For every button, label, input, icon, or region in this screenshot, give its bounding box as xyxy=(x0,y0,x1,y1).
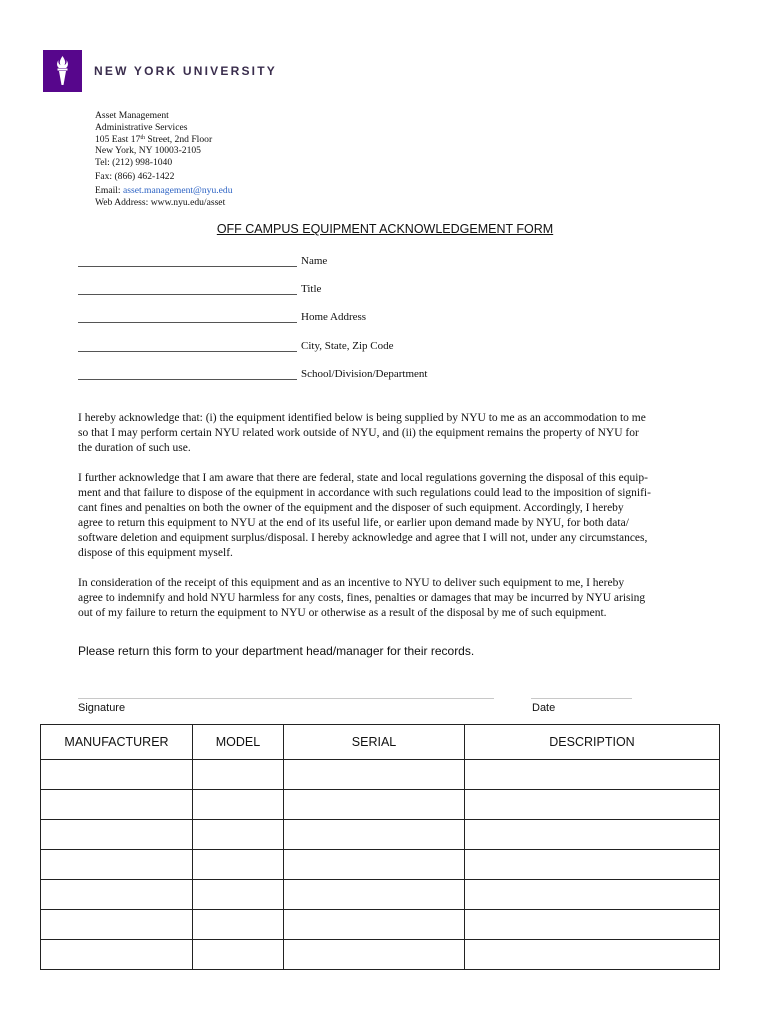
model-input[interactable] xyxy=(193,940,283,969)
table-row xyxy=(41,940,720,970)
serial-cell[interactable] xyxy=(284,910,465,940)
department-field-label: School/Division/Department xyxy=(301,368,428,380)
signature-label: Signature xyxy=(78,702,126,714)
fax: Fax: (866) 462-1422 xyxy=(95,170,175,182)
serial-cell[interactable] xyxy=(284,790,465,820)
serial-input[interactable] xyxy=(284,910,464,939)
paragraph-line: I further acknowledge that I am aware that there are federal, state and local regulations governing the disposal of this equip- xyxy=(78,472,648,484)
description-cell[interactable] xyxy=(465,820,720,850)
paragraph-line: agree to return this equipment to NYU at the end of its useful life, or earlier upon demand made by NYU, for both data/ xyxy=(78,517,629,529)
model-cell[interactable] xyxy=(193,880,284,910)
model-cell[interactable] xyxy=(193,940,284,970)
manufacturer-input[interactable] xyxy=(41,940,192,969)
city-state-zip: New York, NY 10003-2105 xyxy=(95,145,201,157)
manufacturer-cell[interactable] xyxy=(41,910,193,940)
model-input[interactable] xyxy=(193,820,283,849)
manufacturer-cell[interactable] xyxy=(41,940,193,970)
description-cell[interactable] xyxy=(465,940,720,970)
disposal-paragraph xyxy=(78,471,704,561)
name-field-line[interactable] xyxy=(78,266,297,267)
paragraph-line: I hereby acknowledge that: (i) the equipment identified below is being supplied by NYU to me as an accommodation to me xyxy=(78,412,646,424)
date-label: Date xyxy=(532,702,556,714)
description-cell[interactable] xyxy=(465,850,720,880)
date-line[interactable] xyxy=(531,698,632,699)
torch-icon xyxy=(43,50,82,92)
manufacturer-input[interactable] xyxy=(41,820,192,849)
manufacturer-cell[interactable] xyxy=(41,790,193,820)
email-label: Email: xyxy=(95,184,123,196)
division-name: Administrative Services xyxy=(95,121,188,133)
description-input[interactable] xyxy=(465,820,719,849)
manufacturer-input[interactable] xyxy=(41,880,192,909)
model-input[interactable] xyxy=(193,760,283,789)
manufacturer-header: MANUFACTURER xyxy=(41,725,193,760)
return-instructions: Please return this form to your department head/manager for their records. xyxy=(78,644,475,658)
university-name: NEW YORK UNIVERSITY xyxy=(94,64,277,78)
serial-cell[interactable] xyxy=(284,880,465,910)
description-input[interactable] xyxy=(465,880,719,909)
manufacturer-input[interactable] xyxy=(41,850,192,879)
acknowledgement-paragraph xyxy=(78,411,704,456)
table-row xyxy=(41,850,720,880)
paragraph-line: In consideration of the receipt of this equipment and as an incentive to NYU to deliver such equipment to me, I hereby xyxy=(78,577,625,589)
street-name: Street, 2nd Floor xyxy=(144,133,213,145)
serial-input[interactable] xyxy=(284,760,464,789)
paragraph-line: the duration of such use. xyxy=(78,442,191,454)
serial-input[interactable] xyxy=(284,850,464,879)
serial-input[interactable] xyxy=(284,940,464,969)
model-cell[interactable] xyxy=(193,760,284,790)
description-input[interactable] xyxy=(465,850,719,879)
city-state-zip-field-label: City, State, Zip Code xyxy=(301,340,394,352)
street-number: 105 East 17 xyxy=(95,133,141,145)
paragraph-line: agree to indemnify and hold NYU harmless for any costs, fines, penalties or damages that may be incurred by NYU arising xyxy=(78,592,646,604)
city-state-zip-field-line[interactable] xyxy=(78,351,297,352)
serial-input[interactable] xyxy=(284,880,464,909)
serial-header: SERIAL xyxy=(284,725,465,760)
description-cell[interactable] xyxy=(465,790,720,820)
department-name: Asset Management xyxy=(95,110,169,121)
paragraph-line: ment and that failure to dispose of the equipment in accordance with such regulations could lead to the imposition of signifi- xyxy=(78,487,651,499)
paragraph-line: dispose of this equipment myself. xyxy=(78,547,233,559)
title-field-label: Title xyxy=(301,283,322,295)
model-input[interactable] xyxy=(193,790,283,819)
street-address xyxy=(95,134,233,146)
paragraph-line: so that I may perform certain NYU related work outside of NYU, and (ii) the equipment remains the property of NYU for xyxy=(78,427,639,439)
paragraph-line: out of my failure to return the equipment to NYU or otherwise as a result of the disposal by me of such equipment. xyxy=(78,607,607,619)
model-cell[interactable] xyxy=(193,820,284,850)
name-field-label: Name xyxy=(301,255,328,267)
table-header-row xyxy=(41,725,720,760)
serial-cell[interactable] xyxy=(284,940,465,970)
address-block xyxy=(95,110,233,208)
model-cell[interactable] xyxy=(193,850,284,880)
table-row xyxy=(41,820,720,850)
manufacturer-cell[interactable] xyxy=(41,760,193,790)
serial-input[interactable] xyxy=(284,820,464,849)
description-input[interactable] xyxy=(465,760,719,789)
table-row xyxy=(41,880,720,910)
description-cell[interactable] xyxy=(465,760,720,790)
serial-cell[interactable] xyxy=(284,760,465,790)
model-input[interactable] xyxy=(193,880,283,909)
model-header: MODEL xyxy=(193,725,284,760)
manufacturer-input[interactable] xyxy=(41,910,192,939)
paragraph-line: cant fines and penalties on both the owner of the equipment and the disposer of such equipment. Accordingly, I hereby xyxy=(78,502,624,514)
nyu-logo xyxy=(43,50,82,92)
web-address: Web Address: www.nyu.edu/asset xyxy=(95,196,226,208)
equipment-table xyxy=(40,724,720,970)
serial-input[interactable] xyxy=(284,790,464,819)
title-field-line[interactable] xyxy=(78,294,297,295)
email-line xyxy=(95,185,233,197)
description-cell[interactable] xyxy=(465,880,720,910)
serial-cell[interactable] xyxy=(284,850,465,880)
street-ordinal: th xyxy=(140,134,145,141)
signature-line[interactable] xyxy=(78,698,494,699)
model-cell[interactable] xyxy=(193,910,284,940)
home-address-field-line[interactable] xyxy=(78,322,297,323)
table-row xyxy=(41,760,720,790)
manufacturer-cell[interactable] xyxy=(41,880,193,910)
email-link[interactable]: asset.management@nyu.edu xyxy=(122,184,233,196)
form-title: OFF CAMPUS EQUIPMENT ACKNOWLEDGEMENT FORM xyxy=(216,222,554,236)
model-cell[interactable] xyxy=(193,790,284,820)
manufacturer-input[interactable] xyxy=(41,790,192,819)
serial-cell[interactable] xyxy=(284,820,465,850)
table-row xyxy=(41,790,720,820)
department-field-line[interactable] xyxy=(78,379,297,380)
description-input[interactable] xyxy=(465,790,719,819)
description-header: DESCRIPTION xyxy=(465,725,720,760)
manufacturer-cell[interactable] xyxy=(41,820,193,850)
description-input[interactable] xyxy=(465,940,719,969)
description-input[interactable] xyxy=(465,910,719,939)
home-address-field-label: Home Address xyxy=(301,311,367,323)
paragraph-line: software deletion and equipment surplus/disposal. I hereby acknowledge and agree that I will not, under any circumstances, xyxy=(78,532,648,544)
manufacturer-input[interactable] xyxy=(41,760,192,789)
manufacturer-cell[interactable] xyxy=(41,850,193,880)
telephone: Tel: (212) 998-1040 xyxy=(95,157,173,169)
model-input[interactable] xyxy=(193,910,283,939)
model-input[interactable] xyxy=(193,850,283,879)
indemnify-paragraph xyxy=(78,576,704,621)
description-cell[interactable] xyxy=(465,910,720,940)
table-row xyxy=(41,910,720,940)
